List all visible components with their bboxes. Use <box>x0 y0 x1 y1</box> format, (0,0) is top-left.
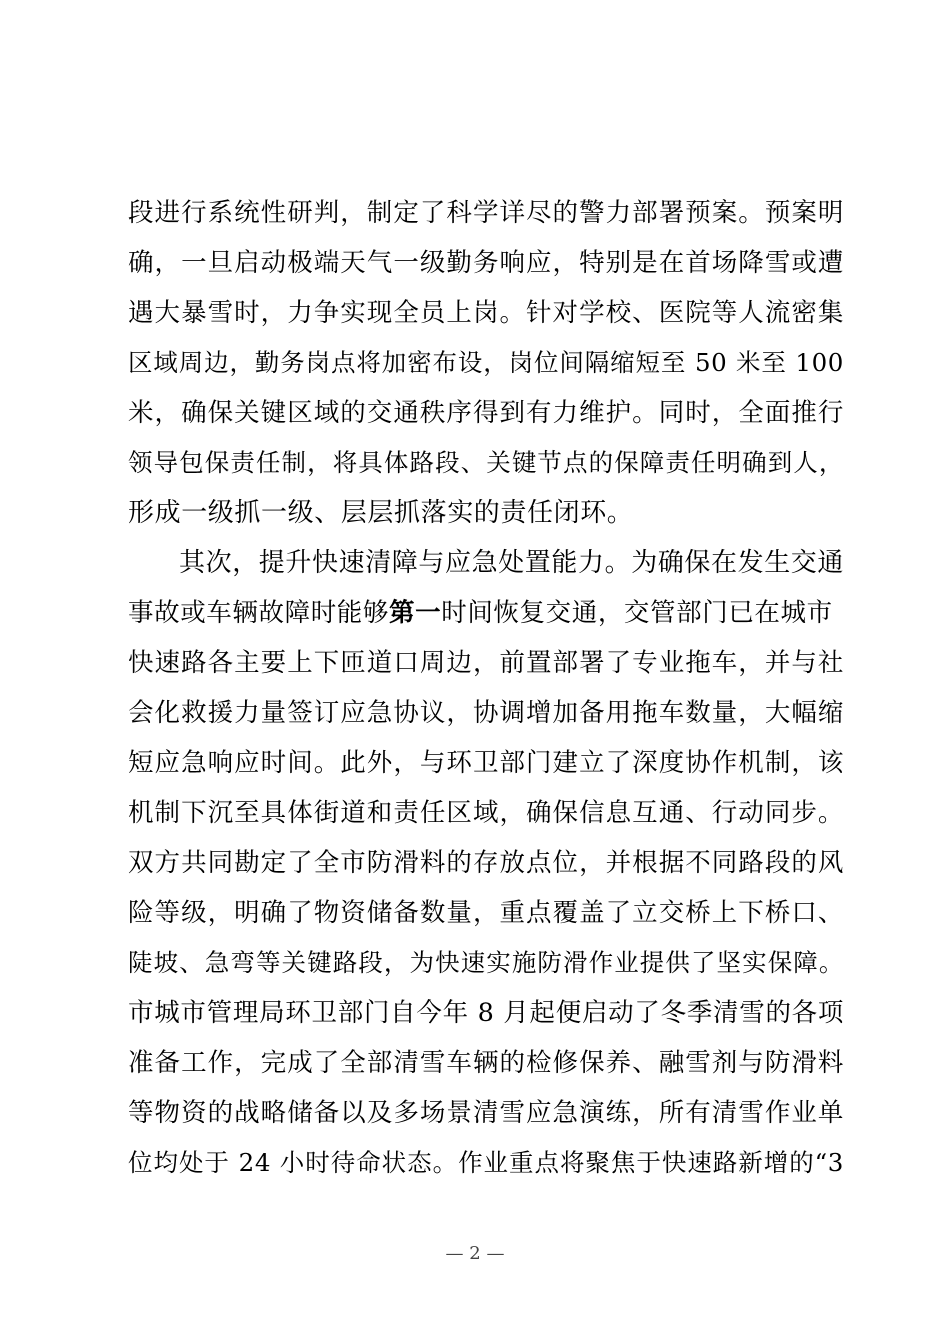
text-line: 位均处于 24 小时待命状态。作业重点将聚焦于快速路新增的“3 <box>128 1148 844 1177</box>
text-line: 遇大暴雪时，力争实现全员上岗。针对学校、医院等人流密集 <box>128 298 844 328</box>
text-line: 确，一旦启动极端天气一级勤务响应，特别是在首场降雪或遭 <box>128 248 844 278</box>
text-line-with-bold <box>128 593 844 633</box>
text-line: 陡坡、急弯等关键路段，为快速实施防滑作业提供了坚实保障。 <box>128 948 844 977</box>
text-segment: 时间恢复交通，交管部门已在城市 <box>441 598 833 628</box>
text-line: 市城市管理局环卫部门自今年 8 月起便启动了冬季清雪的各项 <box>128 998 844 1028</box>
text-line: 段进行系统性研判，制定了科学详尽的警力部署预案。预案明 <box>128 198 844 228</box>
bold-text-segment: 第一 <box>389 598 442 628</box>
text-line: 米，确保关键区域的交通秩序得到有力维护。同时，全面推行 <box>128 398 844 428</box>
text-line: 险等级，明确了物资储备数量，重点覆盖了立交桥上下桥口、 <box>128 898 844 928</box>
page-number: — 2 — <box>445 1243 505 1264</box>
text-line: 领导包保责任制，将具体路段、关键节点的保障责任明确到人， <box>128 448 844 477</box>
text-line: 等物资的战略储备以及多场景清雪应急演练，所有清雪作业单 <box>128 1098 844 1128</box>
text-line: 短应急响应时间。此外，与环卫部门建立了深度协作机制，该 <box>128 748 844 778</box>
paragraph-start-line: 其次，提升快速清障与应急处置能力。为确保在发生交通 <box>179 548 845 578</box>
text-line: 会化救援力量签订应急协议，协调增加备用拖车数量，大幅缩 <box>128 698 844 728</box>
text-line: 准备工作，完成了全部清雪车辆的检修保养、融雪剂与防滑料 <box>128 1048 844 1078</box>
text-line: 快速路各主要上下匝道口周边，前置部署了专业拖车，并与社 <box>128 648 844 678</box>
text-line: 区域周边，勤务岗点将加密布设，岗位间隔缩短至 50 米至 100 <box>128 348 844 377</box>
text-segment: 事故或车辆故障时能够 <box>128 598 390 628</box>
text-line: 机制下沉至具体街道和责任区域，确保信息互通、行动同步。 <box>128 798 844 828</box>
text-line: 双方共同勘定了全市防滑料的存放点位，并根据不同路段的风 <box>128 848 844 878</box>
text-line: 形成一级抓一级、层层抓落实的责任闭环。 <box>128 498 634 528</box>
